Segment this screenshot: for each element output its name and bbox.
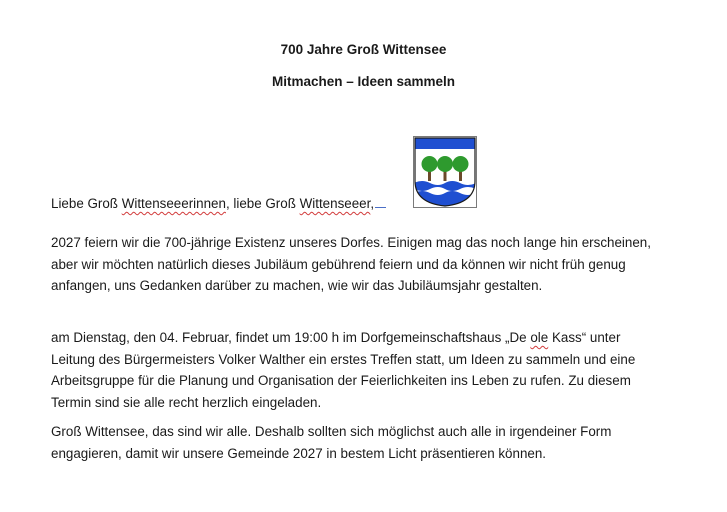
greeting-word-2: Wittenseeer — [299, 196, 371, 211]
paragraph-meeting — [51, 327, 663, 413]
meeting-text-2: Kass“ unter Leitung des Bürgermeisters Volker Walther ein erstes Treffen statt, um Ideen zu sammeln und eine Arbeitsgruppe für die Planung und Organisation der Feierlichkeiten ins Leben zu rufen. Zu diesem Termin sind sie alle recht herzlich eingeladen. — [51, 330, 636, 410]
greeting-word-1: Wittenseeerinnen — [121, 196, 226, 211]
paragraph-closing: Groß Wittensee, das sind wir alle. Deshalb sollten sich möglichst auch alle in irgendeiner Form engagieren, damit wir unsere Gemeinde 2027 in bestem Licht präsentieren können. — [51, 424, 612, 461]
greeting-text-2: , liebe Groß — [225, 196, 300, 211]
greeting-line — [51, 193, 663, 215]
meeting-word: ole — [530, 330, 549, 345]
greeting-text: Liebe Groß — [51, 196, 122, 211]
meeting-text: am Dienstag, den 04. Februar, findet um 19:00 h im Dorfgemeinschaftshaus „De — [51, 330, 531, 345]
greeting-comma: , — [370, 196, 375, 211]
document-subtitle: Mitmachen – Ideen sammeln — [271, 74, 456, 89]
text-cursor-marker — [375, 195, 386, 208]
document-title: 700 Jahre Groß Wittensee — [280, 42, 447, 57]
paragraph-intro: 2027 feiern wir die 700-jährige Existenz unseres Dorfes. Einigen mag das noch lange hin erscheinen, aber wir möchten natürlich dieses Jubiläum gebührend feiern und da können wir nicht früh genug anfangen, uns Gedanken darüber zu machen, wie wir das Jubiläumsjahr gestalten. — [51, 235, 651, 293]
